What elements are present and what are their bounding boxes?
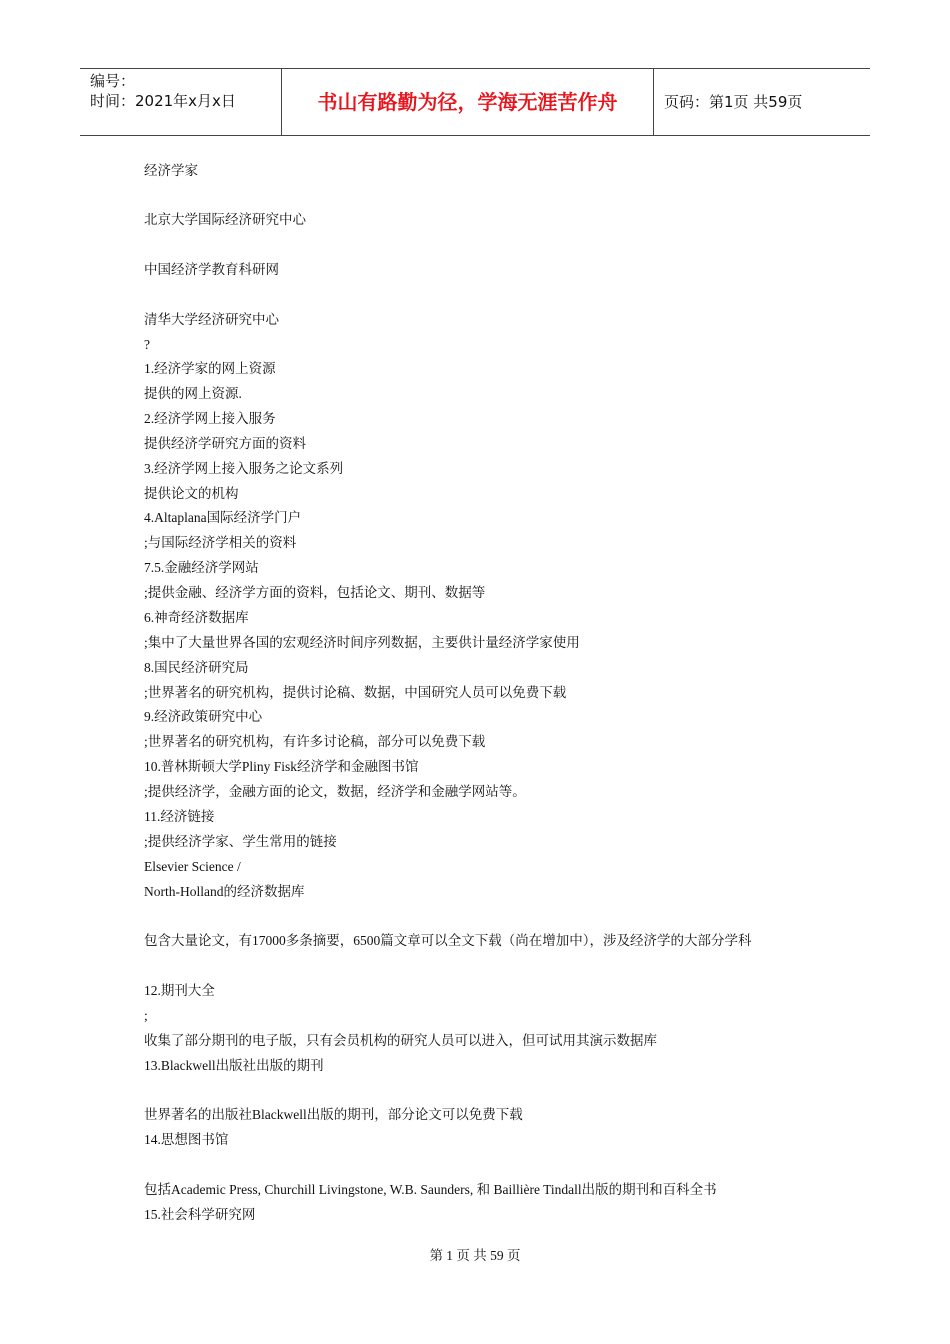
header-motto: 书山有路勤为径，学海无涯苦作舟 — [282, 69, 654, 135]
text-line: North-Holland的经济数据库 — [144, 884, 305, 899]
text-line: ;集中了大量世界各国的宏观经济时间序列数据，主要供计量经济学家使用 — [144, 635, 580, 650]
document-number-label: 编号： — [90, 72, 136, 90]
text-line: 包括Academic Press, Churchill Livingstone, W.B. Saunders, 和 Baillière Tindall出版的期刊和百科全书 — [144, 1182, 717, 1197]
text-line: 9.经济政策研究中心 — [144, 709, 263, 724]
text-line: 中国经济学教育科研网 — [144, 262, 279, 277]
text-line: 收集了部分期刊的电子版，只有会员机构的研究人员可以进入，但可试用其演示数据库 — [144, 1033, 657, 1048]
text-line: 13.Blackwell出版社出版的期刊 — [144, 1058, 324, 1073]
text-line: 清华大学经济研究中心 — [144, 312, 279, 327]
header-page-label: 页码：第1页 共59页 — [664, 93, 803, 111]
text-line: 12.期刊大全 — [144, 983, 215, 998]
text-line: 4.Altaplana国际经济学门户 — [144, 510, 302, 525]
text-line: 10.普林斯顿大学Pliny Fisk经济学和金融图书馆 — [144, 759, 419, 774]
text-line: ;世界著名的研究机构，提供讨论稿、数据，中国研究人员可以免费下载 — [144, 685, 567, 700]
page-footer: 第 1 页 共 59 页 — [429, 1248, 521, 1263]
text-line: ? — [144, 337, 150, 352]
text-line: ;与国际经济学相关的资料 — [144, 535, 297, 550]
document-date-label: 时间：2021年x月x日 — [90, 92, 236, 110]
text-line: 2.经济学网上接入服务 — [144, 411, 276, 426]
text-line: 提供经济学研究方面的资料 — [144, 436, 306, 451]
text-line: 14.思想图书馆 — [144, 1132, 229, 1147]
text-line: ;提供经济学家、学生常用的链接 — [144, 834, 337, 849]
text-line: 提供的网上资源. — [144, 386, 242, 401]
text-line: 包含大量论文，有17000多条摘要，6500篇文章可以全文下载（尚在增加中），涉及经济学的大部分学科 — [144, 933, 752, 948]
text-line: ;世界著名的研究机构，有许多讨论稿，部分可以免费下载 — [144, 734, 486, 749]
text-line: 提供论文的机构 — [144, 486, 239, 501]
text-line: 3.经济学网上接入服务之论文系列 — [144, 461, 344, 476]
text-line: 世界著名的出版社Blackwell出版的期刊，部分论文可以免费下载 — [144, 1107, 523, 1122]
text-line: 11.经济链接 — [144, 809, 215, 824]
text-line: 北京大学国际经济研究中心 — [144, 212, 306, 227]
document-header — [80, 68, 870, 136]
text-line: 7.5.金融经济学网站 — [144, 560, 259, 575]
text-line: Elsevier Science / — [144, 859, 241, 874]
text-line: 6.神奇经济数据库 — [144, 610, 249, 625]
header-meta-cell — [80, 69, 282, 135]
text-line: 8.国民经济研究局 — [144, 660, 249, 675]
text-line: ; — [144, 1008, 148, 1023]
text-line: 经济学家 — [144, 163, 198, 178]
text-line: 15.社会科学研究网 — [144, 1207, 256, 1222]
text-line: ;提供经济学，金融方面的论文，数据，经济学和金融学网站等。 — [144, 784, 526, 799]
text-line: ;提供金融、经济学方面的资料，包括论文、期刊、数据等 — [144, 585, 486, 600]
text-line: 1.经济学家的网上资源 — [144, 361, 276, 376]
